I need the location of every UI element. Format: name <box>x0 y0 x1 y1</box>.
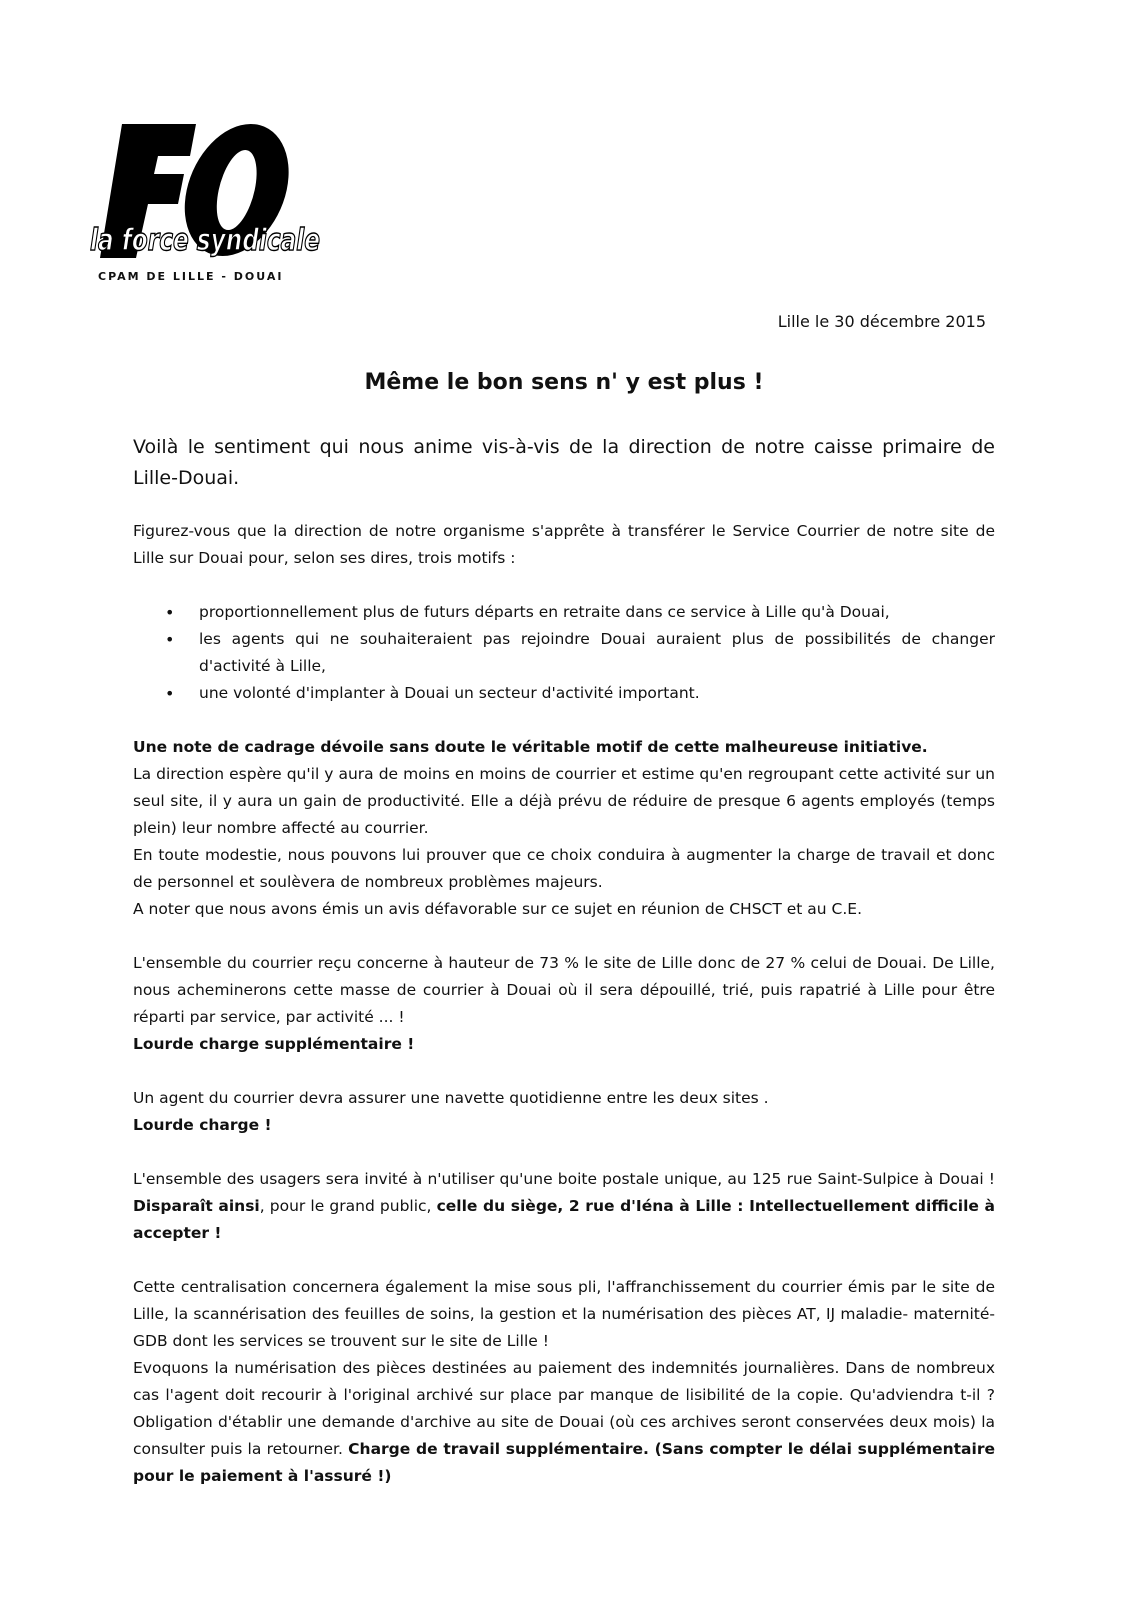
centralisation-paragraph-1: Cette centralisation concernera également la mise sous pli, l'affranchissement du courrier émis par le site de Lille, la scannérisation des feuilles de soins, la gestion et la numérisation des pièces AT, IJ maladie- maternité- GDB dont les services se trouvent sur le site de Lille ! <box>133 1278 995 1350</box>
note-heading: Une note de cadrage dévoile sans doute le véritable motif de cette malheureuse initiative. <box>133 738 928 756</box>
usagers-text-2: , pour le grand public, <box>259 1197 432 1215</box>
courrier-paragraph: L'ensemble du courrier reçu concerne à hauteur de 73 % le site de Lille donc de 27 % celui de Douai. De Lille, nous acheminerons cette masse de courrier à Douai où il sera dépouillé, trié, puis rapatrié à Lille pour être réparti par service, par activité ... ! <box>133 954 995 1026</box>
fo-logo <box>88 118 328 288</box>
centralisation-bold: Charge de travail supplémentaire. (Sans compter le délai supplémentaire pour le paiement à l'assuré !) <box>133 1440 995 1485</box>
list-item: • une volonté d'implanter à Douai un secteur d'activité important. <box>199 680 995 707</box>
lead-paragraph: Voilà le sentiment qui nous anime vis-à-vis de la direction de notre caisse primaire de Lille-Douai. <box>133 436 995 489</box>
usagers-text-1: L'ensemble des usagers sera invité à n'utiliser qu'une boite postale unique, au 125 rue Saint-Sulpice à Douai ! <box>133 1170 995 1188</box>
intro-paragraph: Figurez-vous que la direction de notre organisme s'apprête à transférer le Service Courrier de notre site de Lille sur Douai pour, selon ses dires, trois motifs : <box>133 522 995 567</box>
motifs-list <box>133 599 995 707</box>
list-item: • proportionnellement plus de futurs départs en retraite dans ce service à Lille qu'à Douai, <box>199 599 995 626</box>
letter-date: Lille le 30 décembre 2015 <box>777 312 986 331</box>
centralisation-paragraph-2 <box>133 1355 995 1490</box>
list-item: • les agents qui ne souhaiteraient pas rejoindre Douai auraient plus de possibilités de changer d'activité à Lille, <box>199 626 995 680</box>
navette-paragraph: Un agent du courrier devra assurer une navette quotidienne entre les deux sites . <box>133 1089 769 1107</box>
courrier-emphasis: Lourde charge supplémentaire ! <box>133 1035 415 1053</box>
usagers-bold-1: Disparaît ainsi <box>133 1197 260 1215</box>
centralisation-text: Evoquons la numérisation des pièces destinées au paiement des indemnités journalières. Dans de nombreux cas l'agent doit recourir à l'original archivé sur place par manque de lisibilité de la copie. Qu'adviendra t-il ? Obligation d'établir une demande d'archive au site de Douai (où ces archives seront conservées deux mois) la consulter puis la retourner. <box>133 1359 995 1458</box>
note-paragraph-2: En toute modestie, nous pouvons lui prouver que ce choix conduira à augmenter la charge de travail et donc de personnel et soulèvera de nombreux problèmes majeurs. <box>133 846 995 891</box>
note-paragraph-3: A noter que nous avons émis un avis défavorable sur ce sujet en réunion de CHSCT et au C.E. <box>133 900 863 918</box>
letter-body <box>133 432 995 1490</box>
page-title: Même le bon sens n' y est plus ! <box>364 370 764 395</box>
usagers-paragraph <box>133 1166 995 1247</box>
note-paragraph-1: La direction espère qu'il y aura de moins en moins de courrier et estime qu'en regroupant cette activité sur un seul site, il y aura un gain de productivité. Elle a déjà prévu de réduire de presque 6 agents employés (temps plein) leur nombre affecté au courrier. <box>133 765 995 837</box>
logo-subtitle: CPAM DE LILLE - DOUAI <box>98 270 284 283</box>
navette-emphasis: Lourde charge ! <box>133 1116 272 1134</box>
usagers-bold-2: celle du siège, 2 rue d'Iéna à Lille : Intellectuellement difficile à accepter ! <box>133 1197 995 1242</box>
fo-logo-mark <box>88 118 328 268</box>
logo-script-text: la force syndicale <box>90 223 320 258</box>
